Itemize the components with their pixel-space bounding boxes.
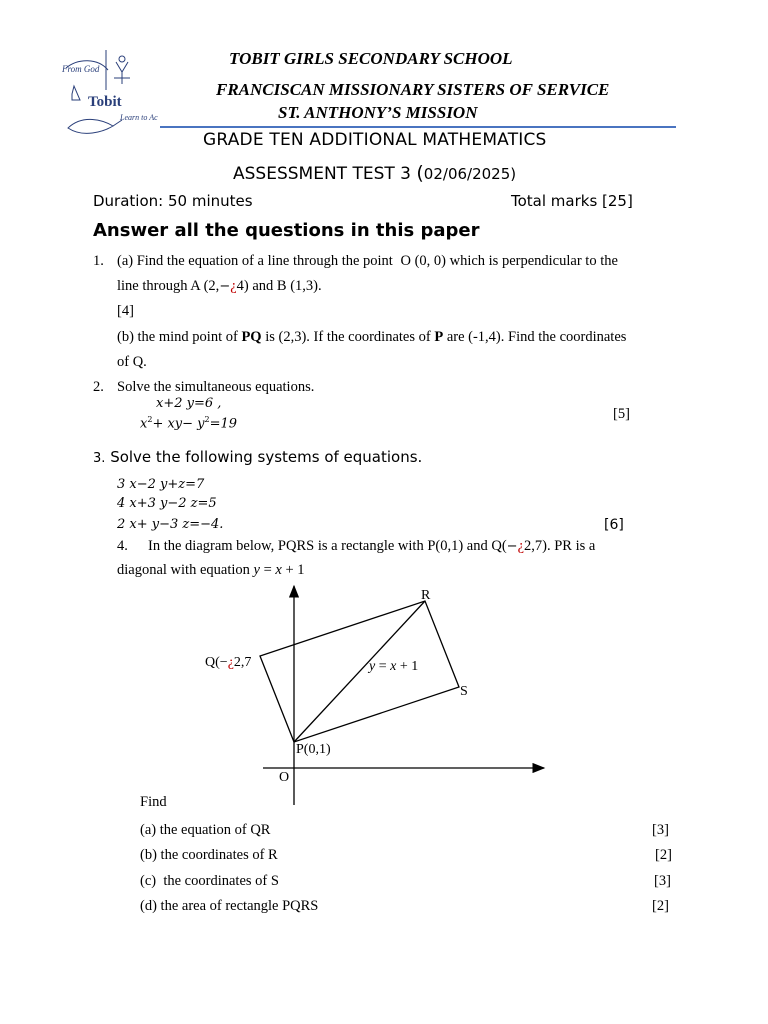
q3-eq1: 3 x−2 y+z=7: [117, 477, 205, 492]
q2-eq2-b: + xy− y: [152, 416, 205, 432]
q1a-text: (a) Find the equation of a line through the point: [117, 253, 397, 269]
q1b-line2: of Q.: [117, 354, 147, 370]
q4-minus: −: [506, 539, 518, 554]
label-q-minus: −: [219, 655, 228, 670]
q3-marks: [6]: [604, 517, 624, 533]
q4-eq-mid: =: [259, 562, 276, 578]
q4-line2-pre: diagonal with equation: [117, 562, 254, 578]
diag-eq: =: [375, 659, 391, 674]
q4-part-d-text: the area of rectangle PQRS: [160, 898, 319, 914]
label-s: S: [460, 684, 468, 699]
q2-eq1: x+2 y=6 ,: [156, 396, 222, 411]
q1a-glitch: ¿: [230, 278, 237, 294]
q1a-line2-post: 4) and B (1,3).: [236, 278, 322, 294]
find-label: Find: [140, 794, 167, 810]
q1-number: 1.: [93, 253, 104, 269]
mission-name: ST. ANTHONY’S MISSION: [278, 103, 478, 122]
label-p: P(0,1): [296, 742, 331, 757]
q4-eq-x: x: [275, 562, 282, 578]
q2-eq2-a: x: [140, 416, 148, 432]
q1b-p: P: [434, 329, 444, 345]
grade-title: GRADE TEN ADDITIONAL MATHEMATICS: [203, 130, 547, 150]
q3-eq2: 4 x+3 y−2 z=5: [117, 496, 217, 511]
q4-part-d-marks: [2]: [652, 898, 669, 914]
logo-text-1: From God: [62, 64, 100, 74]
label-q-post: 2,7: [233, 655, 252, 670]
q3-text: Solve the following systems of equations.: [110, 448, 423, 466]
q4-part-c-marks: [3]: [654, 873, 671, 889]
q4-part-d-label: (d): [140, 898, 157, 914]
q2-eq2-sup1: 2: [147, 415, 153, 424]
q4-part-a-marks: [3]: [652, 822, 669, 838]
instruction: Answer all the questions in this paper: [93, 220, 480, 241]
q2-number: 2.: [93, 379, 104, 395]
sisters-name: FRANCISCAN MISSIONARY SISTERS OF SERVICE: [216, 80, 610, 99]
q2-text: Solve the simultaneous equations.: [117, 379, 315, 395]
q2-eq2-c: =19: [209, 416, 238, 432]
label-q: [205, 655, 251, 670]
q4-part-a-text: the equation of QR: [159, 822, 271, 838]
q1a-minus: −: [219, 279, 231, 294]
total-marks: Total marks [25]: [511, 192, 633, 210]
q4-part-c-label: (c): [140, 873, 157, 889]
q4-part-b-label: (b): [140, 847, 157, 863]
diag-x: x: [390, 659, 397, 674]
test-date: 02/06/2025): [423, 165, 517, 183]
q4-eq-y: y: [253, 562, 260, 578]
q4-part-b-marks: [2]: [655, 847, 672, 863]
q4-part-a-label: (a): [140, 822, 157, 838]
q4-eq-tail: + 1: [281, 562, 305, 578]
logo-text-3: Learn to Act: [120, 113, 158, 122]
q4-part-c-text: the coordinates of S: [159, 873, 279, 889]
logo-text-2: Tobit: [88, 94, 122, 110]
test-name: ASSESSMENT TEST 3: [233, 164, 417, 184]
q2-eq2-sup2: 2: [204, 415, 210, 424]
diag-tail: + 1: [396, 659, 419, 674]
q4-part-b: [140, 847, 278, 864]
q1b-post: are (-1,4). Find the coordinates: [443, 329, 627, 345]
label-o: O: [279, 770, 290, 785]
q3-eq3: 2 x+ y−3 z=−4.: [117, 517, 224, 532]
q2-marks: [5]: [613, 406, 630, 422]
q1a-line2-pre: line through A (2,: [117, 278, 220, 294]
test-open-paren: (: [416, 162, 424, 184]
diag-y: y: [369, 659, 376, 674]
label-q-glitch: ¿: [227, 655, 234, 670]
school-name: TOBIT GIRLS SECONDARY SCHOOL: [229, 49, 513, 68]
q4-line1-post: 2,7). PR is a: [524, 538, 596, 554]
q4-part-d: [140, 898, 318, 915]
q4-part-a: [140, 822, 270, 839]
q4-glitch: ¿: [517, 538, 525, 554]
q3-number: 3.: [93, 451, 106, 466]
label-r: R: [421, 588, 431, 603]
duration: Duration: 50 minutes: [93, 192, 253, 210]
q1b-pq: PQ: [241, 329, 262, 345]
q4-part-c: [140, 873, 279, 890]
q1b-pre: (b) the mind point of: [117, 329, 242, 345]
label-diagonal-eq: [367, 659, 418, 674]
label-q-pre: Q(: [205, 655, 220, 670]
q4-part-b-text: the coordinates of R: [160, 847, 278, 863]
q1a-point: O (0, 0) which is perpendicular to the: [400, 253, 618, 269]
q1b-mid: is (2,3). If the coordinates of: [261, 329, 435, 345]
q1a-marks: [4]: [117, 303, 134, 319]
q4-number: 4.: [117, 538, 128, 554]
q4-line1-pre: In the diagram below, PQRS is a rectangle with P(0,1) and Q(: [148, 538, 507, 554]
